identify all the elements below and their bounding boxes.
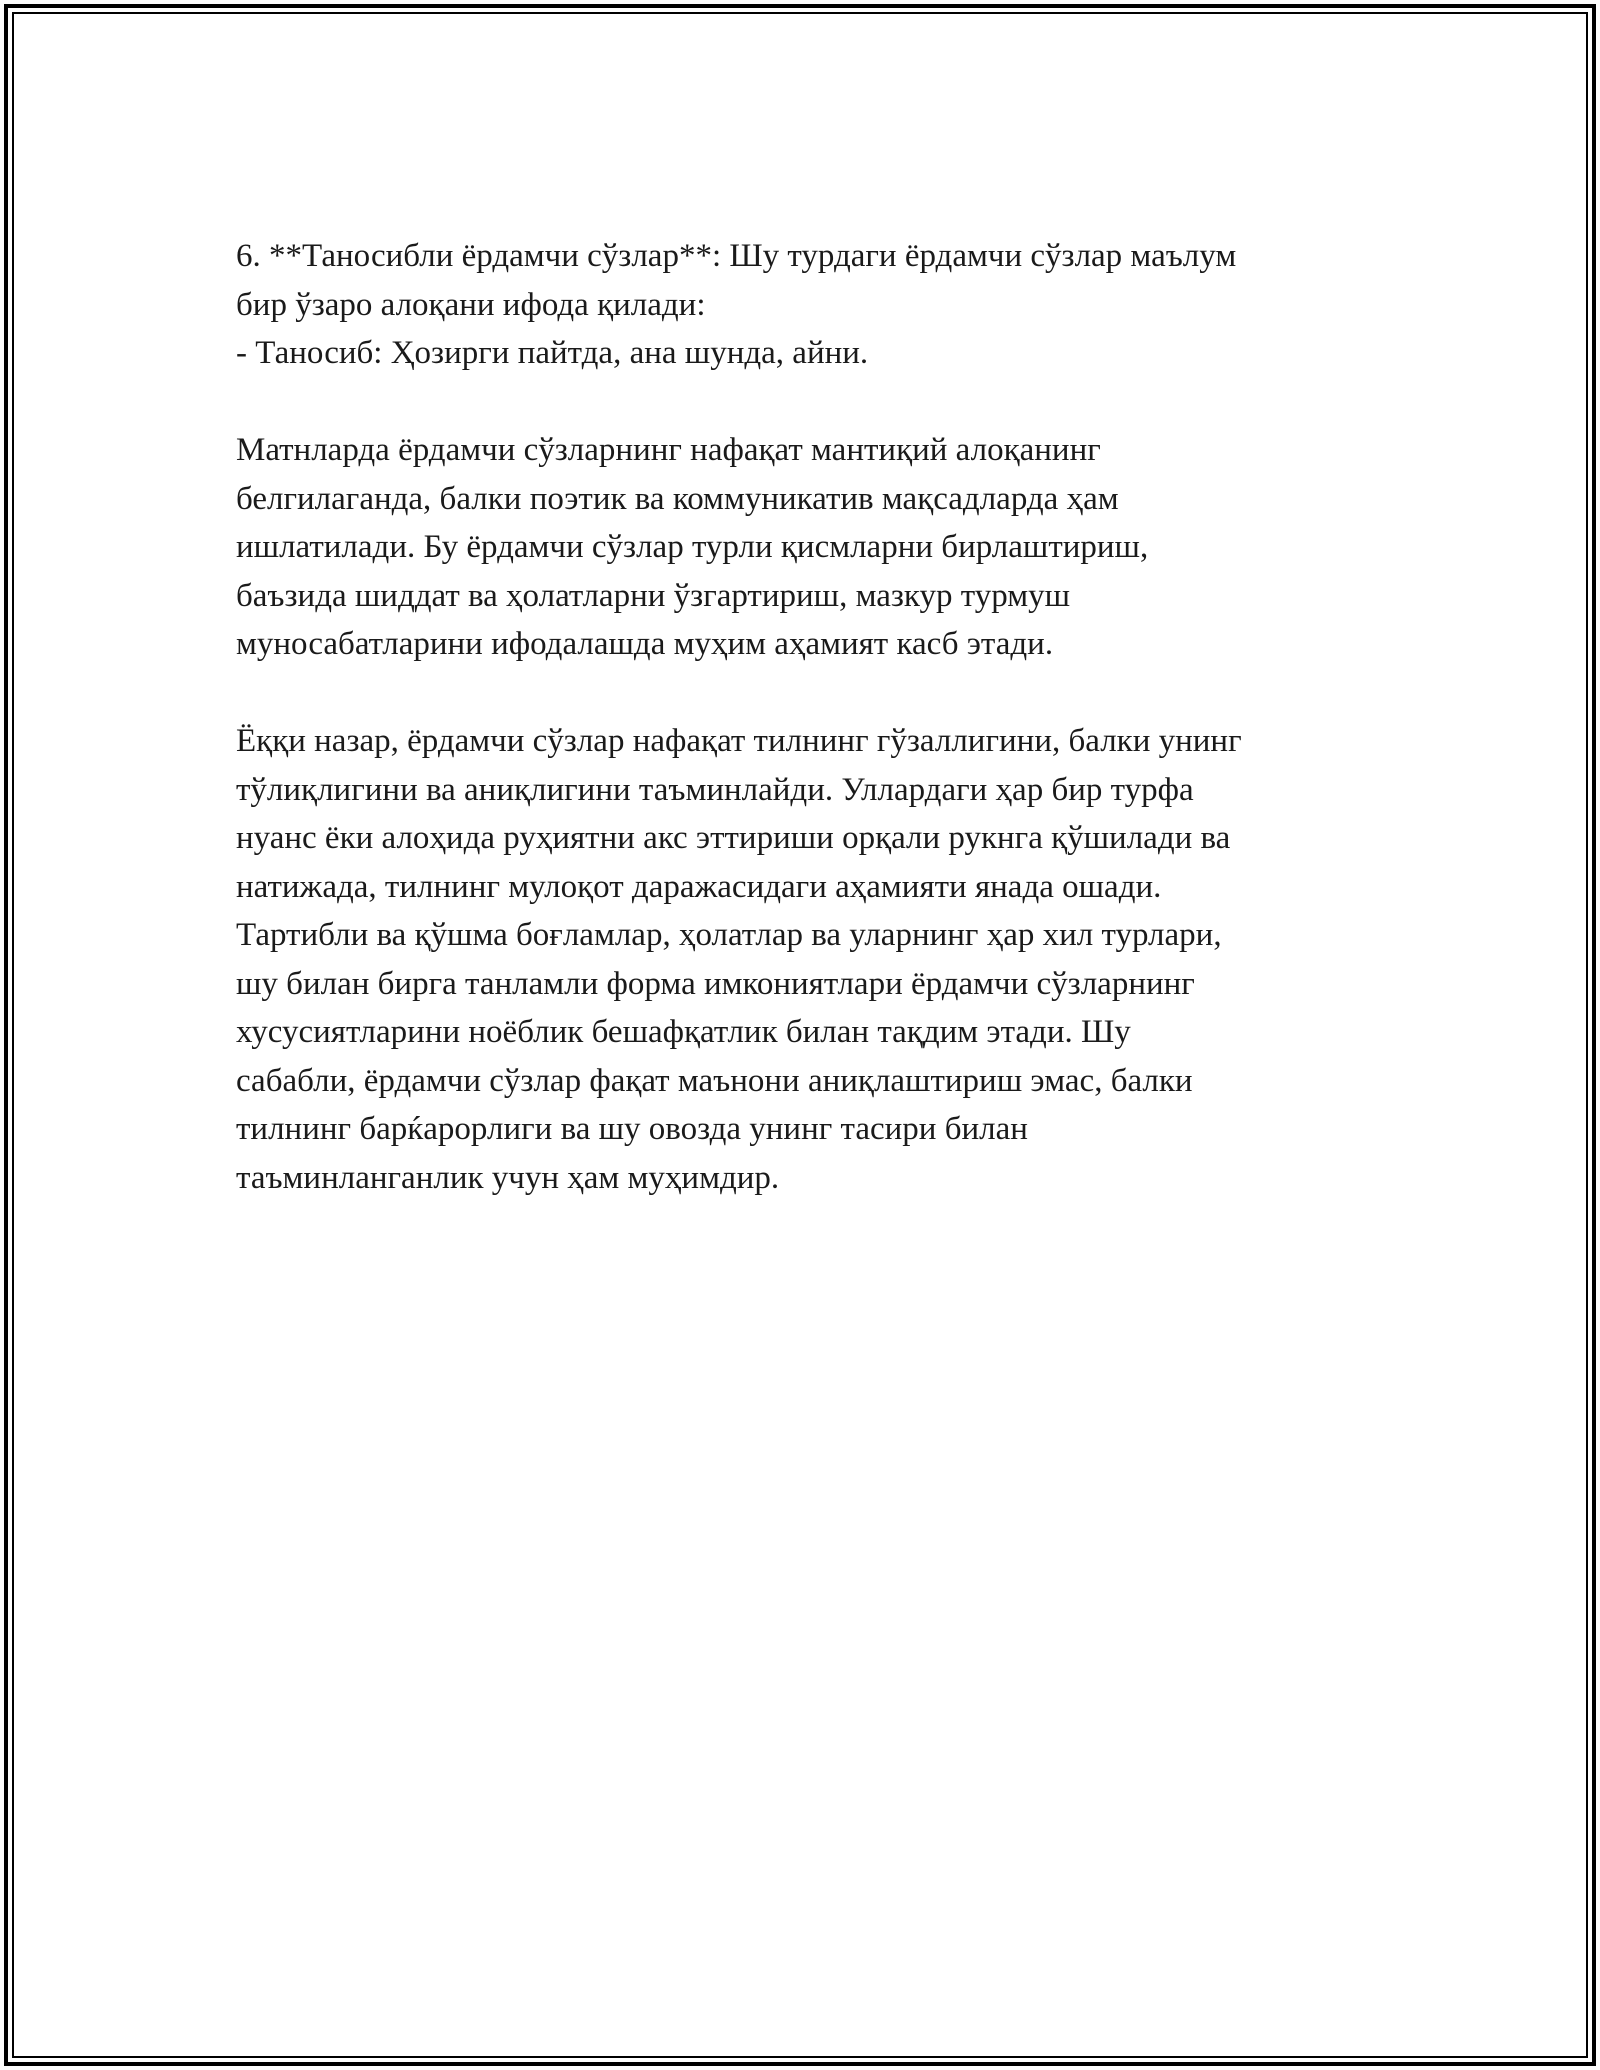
paragraph-usage: Матнларда ёрдамчи сўзларнинг нафақат мантиқий алоқанинг белгилаганда, балки поэтик ва коммуникатив мақсадларда ҳам ишлатилади. Бу ёрдамчи сўзлар турли қисмларни бирлаштириш, баъзида шиддат ва ҳолатларни ўзгартириш, мазкур турмуш муносабатларини ифодалашда муҳим аҳамият касб этади. bbox=[236, 432, 1149, 662]
paragraph-list-item-6: 6. **Таносибли ёрдамчи сўзлар**: Шу турдаги ёрдамчи сўзлар маълум бир ўзаро алоқани ифода қилади: - Таносиб: Ҳозирги пайтда, ана шунда, айни. bbox=[236, 238, 1237, 371]
document-body bbox=[236, 232, 1366, 1202]
paragraph-conclusion: Ёққи назар, ёрдамчи сўзлар нафақат тилнинг гўзаллигини, балки унинг тўлиқлигини ва аниқлигини таъминлайди. Уллардаги ҳар бир турфа нуанс ёки алоҳида руҳиятни акс эттириши орқали рукнга қўшилади ва натижада, тилнинг мулоқот даражасидаги аҳамияти янада ошади. Тартибли ва қўшма боғламлар, ҳолатлар ва уларнинг ҳар хил турлари, шу билан бирга танламли форма имкониятлари ёрдамчи сўзларнинг хусусиятларини ноёблик бешафқатлик билан тақдим этади. Шу сабабли, ёрдамчи сўзлар фақат маънони аниқлаштириш эмас, балки тилнинг барќарорлиги ва шу овозда унинг тасири билан таъминланганлик учун ҳам муҳимдир. bbox=[236, 723, 1242, 1196]
